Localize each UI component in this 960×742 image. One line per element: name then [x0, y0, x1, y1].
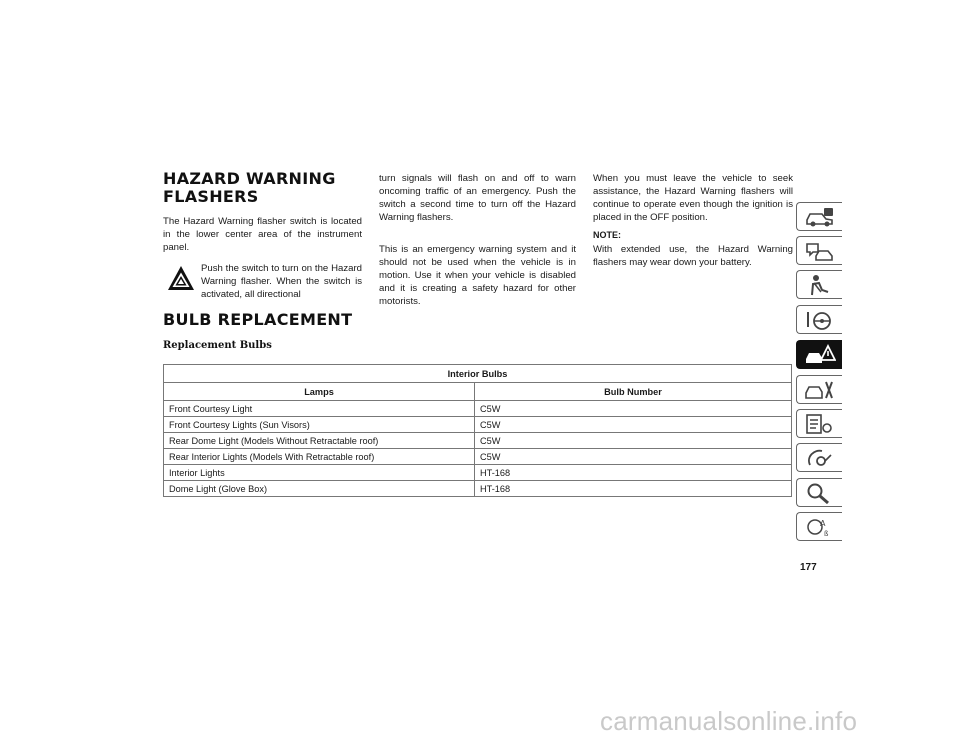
- steering-wheel-icon: [804, 309, 836, 331]
- column-header-bulb-number: Bulb Number: [475, 383, 792, 401]
- bulb-number-cell: C5W: [475, 401, 792, 417]
- tab-multimedia[interactable]: [796, 443, 842, 472]
- lamp-cell: Front Courtesy Lights (Sun Visors): [164, 417, 475, 433]
- hazard-intro: The Hazard Warning flasher switch is located in the lower center area of the instrument panel.: [163, 216, 362, 253]
- emergency-car-icon: [804, 344, 836, 366]
- tab-seatbelt-safety[interactable]: [796, 270, 842, 299]
- hazard-title: HAZARD WARNING FLASHERS: [163, 169, 336, 206]
- lamp-cell: Rear Interior Lights (Models With Retractable roof): [164, 449, 475, 465]
- car-message-icon: [804, 240, 836, 262]
- bulb-number-cell: HT-168: [475, 465, 792, 481]
- table-row: [164, 417, 792, 433]
- bulb-number-cell: C5W: [475, 433, 792, 449]
- tab-emergency[interactable]: [796, 340, 842, 369]
- page-number: 177: [800, 562, 817, 573]
- tab-car-info[interactable]: [796, 202, 842, 231]
- note-text: With extended use, the Hazard Warning flashers may wear down your battery.: [593, 244, 793, 268]
- maintenance-list-icon: [804, 413, 836, 435]
- hazard-col3-p1: When you must leave the vehicle to seek assistance, the Hazard Warning flashers will continue to operate even though the ignition is placed in the OFF position.: [593, 173, 793, 223]
- table-title: Interior Bulbs: [164, 365, 792, 383]
- svg-text:A: A: [820, 519, 826, 528]
- note-label: NOTE:: [593, 230, 621, 240]
- lamp-cell: Interior Lights: [164, 465, 475, 481]
- lamp-cell: Rear Dome Light (Models Without Retractable roof): [164, 433, 475, 449]
- bulb-replacement-title: BULB REPLACEMENT: [163, 310, 353, 329]
- hazard-push-text: Push the switch to turn on the Hazard Warning flasher. When the switch is activated, all directional: [201, 263, 362, 300]
- svg-text:ß: ß: [824, 530, 829, 538]
- watermark: carmanualsonline.info: [600, 706, 858, 736]
- table-row: [164, 449, 792, 465]
- hazard-warning-icon: [167, 264, 195, 292]
- car-service-tools-icon: [804, 379, 836, 401]
- multimedia-icon: [804, 447, 836, 469]
- language-index-icon: [804, 516, 836, 538]
- bulb-number-cell: C5W: [475, 449, 792, 465]
- column-header-lamps: Lamps: [164, 383, 475, 401]
- bulb-number-cell: C5W: [475, 417, 792, 433]
- table-row: [164, 401, 792, 417]
- search-icon: [804, 482, 836, 504]
- hazard-col2-p2: This is an emergency warning system and it should not be used when the vehicle is in motion. Use it when your vehicle is disabled and it is creating a safety hazard for other motorists.: [379, 244, 576, 307]
- lamp-cell: Dome Light (Glove Box): [164, 481, 475, 497]
- interior-bulbs-table: [163, 364, 792, 497]
- tab-search[interactable]: [796, 478, 842, 507]
- tab-language-index[interactable]: [796, 512, 842, 541]
- bulb-number-cell: HT-168: [475, 481, 792, 497]
- table-row: [164, 481, 792, 497]
- tab-maintenance[interactable]: [796, 409, 842, 438]
- hazard-col2-p1: turn signals will flash on and off to warn oncoming traffic of an emergency. Push the switch a second time to turn off the Hazard Warning flashers.: [379, 173, 576, 223]
- car-info-icon: [804, 206, 836, 228]
- replacement-bulbs-subtitle: Replacement Bulbs: [163, 340, 272, 351]
- lamp-cell: Front Courtesy Light: [164, 401, 475, 417]
- seatbelt-safety-icon: [804, 274, 836, 296]
- tab-car-service[interactable]: [796, 375, 842, 404]
- tab-car-message[interactable]: [796, 236, 842, 265]
- table-row: [164, 465, 792, 481]
- table-row: [164, 433, 792, 449]
- tab-steering-wheel[interactable]: [796, 305, 842, 334]
